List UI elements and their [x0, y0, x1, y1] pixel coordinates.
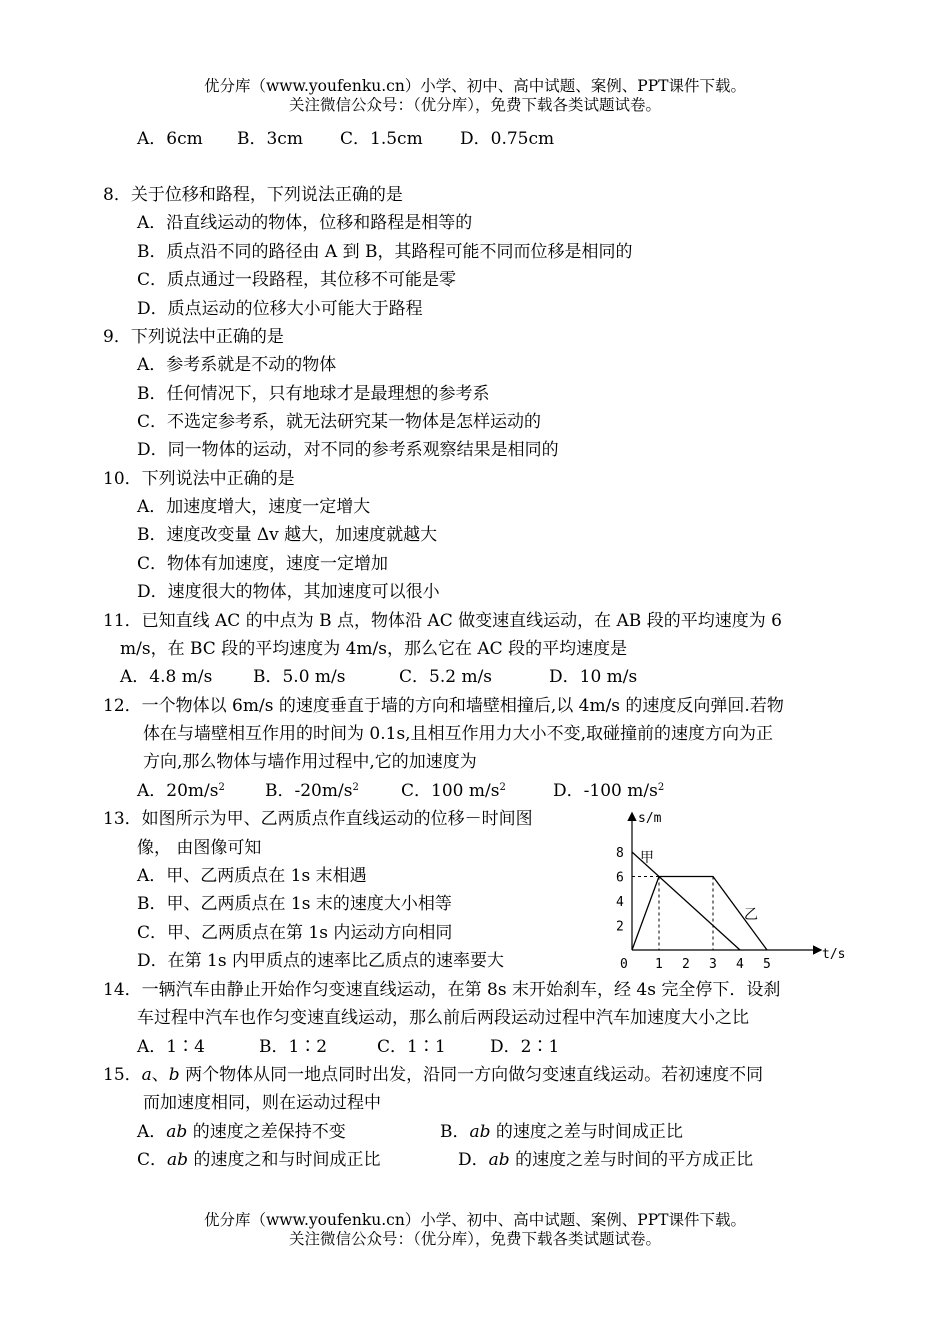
dashed-guides	[632, 877, 713, 951]
q7-option-c: C．1.5cm	[340, 129, 423, 149]
q14-option-b: B．1∶2	[259, 1037, 328, 1057]
x-tick-labels	[620, 957, 771, 972]
q15-option-c: C．ab 的速度之和与时间成正比	[137, 1150, 381, 1170]
q11-line-2: m/s，在 BC 段的平均速度为 4m/s，那么它在 AC 段的平均速度是	[120, 639, 628, 659]
q13-line-1: 13．如图所示为甲、乙两质点作直线运动的位移－时间图	[103, 809, 533, 829]
y-tick-label: 6	[616, 870, 624, 886]
x-tick-label: 0	[620, 957, 628, 972]
q14-options	[137, 1036, 559, 1058]
q9-option-a: A．参考系就是不动的物体	[137, 355, 337, 375]
q10-option-a: A．加速度增大，速度一定增大	[137, 497, 371, 517]
q13-option-a: A．甲、乙两质点在 1s 末相遇	[137, 866, 367, 886]
q15-line-2: 而加速度相同，则在运动过程中	[143, 1093, 381, 1113]
q12-line-2: 体在与墙壁相互作用的时间为 0.1s,且相互作用力大小不变,取碰撞前的速度方向为正	[143, 724, 773, 744]
x-tick-label: 5	[763, 957, 771, 972]
q13-option-c: C．甲、乙两质点在第 1s 内运动方向相同	[137, 923, 453, 943]
q14-option-a: A．1∶4	[137, 1037, 205, 1057]
q15-line-1: 15．a、b 两个物体从同一地点同时出发，沿同一方向做匀变速直线运动。若初速度不同	[103, 1065, 764, 1085]
footer-line-2: 关注微信公众号：（优分库），免费下载各类试题试卷。	[288, 1230, 661, 1248]
q9-option-c: C．不选定参考系，就无法研究某一物体是怎样运动的	[137, 412, 542, 432]
y-axis-label: s/m	[638, 811, 662, 826]
q15-option-a: A．ab 的速度之差保持不变	[137, 1122, 346, 1142]
q12-option-a: A．$20m/s^2$	[137, 781, 225, 801]
label-yi: 乙	[744, 907, 758, 923]
y-tick-label: 8	[616, 846, 624, 861]
header-line-2: 关注微信公众号：（优分库），免费下载各类试题试卷。	[288, 96, 661, 114]
x-axis-label: t/s	[822, 947, 846, 962]
q8-option-a: A．沿直线运动的物体，位移和路程是相等的	[137, 213, 473, 233]
x-tick-label: 4	[736, 957, 744, 972]
q8-option-d: D．质点运动的位移大小可能大于路程	[137, 299, 423, 319]
q9-option-b: B．任何情况下，只有地球才是最理想的参考系	[137, 384, 490, 404]
q13-line-2: 像， 由图像可知	[137, 838, 262, 858]
q13-option-b: B．甲、乙两质点在 1s 末的速度大小相等	[137, 894, 452, 914]
q7-option-a: A．6cm	[137, 129, 203, 149]
q8-option-c: C．质点通过一段路程，其位移不可能是零	[137, 270, 457, 290]
y-tick-label: 4	[616, 895, 624, 910]
q15-option-b: B．ab 的速度之差与时间成正比	[440, 1122, 683, 1142]
q12-line-3: 方向,那么物体与墙作用过程中,它的加速度为	[143, 752, 477, 772]
jia-line	[632, 852, 740, 950]
x-tick-label: 1	[655, 957, 663, 972]
q10-option-c: C．物体有加速度，速度一定增加	[137, 554, 389, 574]
q8-stem: 8．关于位移和路程，下列说法正确的是	[103, 185, 403, 205]
q12-option-b: B．$-20m/s^2$	[265, 781, 359, 801]
label-jia: 甲	[640, 850, 654, 866]
q14-line-2: 车过程中汽车也作匀变速直线运动，那么前后两段运动过程中汽车加速度大小之比	[137, 1008, 749, 1028]
q11-option-a: A．4.8 m/s	[120, 667, 213, 687]
q12-option-d: D．-100 $m/s^2$	[553, 781, 665, 801]
q10-option-b: B．速度改变量 Δv 越大，加速度就越大	[137, 525, 438, 545]
q7-options	[137, 128, 554, 150]
q12-options	[137, 780, 664, 802]
x-tick-label: 3	[709, 957, 717, 972]
q12-option-c: C．100 $m/s^2$	[401, 781, 506, 801]
q14-option-d: D．2∶1	[490, 1037, 560, 1057]
q7-option-b: B．3cm	[237, 129, 303, 149]
q11-line-1: 11．已知直线 AC 的中点为 B 点，物体沿 AC 做变速直线运动，在 AB 段的平均速度为 6	[103, 611, 782, 631]
q11-options	[120, 666, 637, 688]
q14-line-1: 14．一辆汽车由静止开始作匀变速直线运动，在第 8s 末开始刹车，经 4s 完全停下．设刹	[103, 980, 781, 1000]
q11-option-b: B．5.0 m/s	[253, 667, 346, 687]
y-tick-labels	[616, 846, 624, 935]
q12-line-1: 12．一个物体以 6m/s 的速度垂直于墙的方向和墙壁相撞后,以 4m/s 的速度反向弹回.若物	[103, 696, 784, 716]
footer-line-1: 优分库（www.youfenku.cn）小学、初中、高中试题、案例、PPT课件下载。	[203, 1211, 747, 1229]
x-tick-label: 2	[682, 957, 690, 972]
q11-option-d: D．10 m/s	[549, 667, 638, 687]
q10-stem: 10．下列说法中正确的是	[103, 469, 295, 489]
displacement-time-graph	[600, 800, 860, 980]
q11-option-c: C．5.2 m/s	[399, 667, 493, 687]
q9-stem: 9．下列说法中正确的是	[103, 327, 284, 347]
q9-option-d: D．同一物体的运动，对不同的参考系观察结果是相同的	[137, 440, 559, 460]
q7-option-d: D．0.75cm	[460, 129, 555, 149]
q8-option-b: B．质点沿不同的路径由 A 到 B，其路程可能不同而位移是相同的	[137, 242, 633, 262]
y-tick-label: 2	[616, 919, 624, 935]
q14-option-c: C．1∶1	[377, 1037, 446, 1057]
q13-option-d: D．在第 1s 内甲质点的速率比乙质点的速率要大	[137, 951, 504, 971]
q15-option-d: D．ab 的速度之差与时间的平方成正比	[458, 1150, 754, 1170]
q10-option-d: D．速度很大的物体，其加速度可以很小	[137, 582, 440, 602]
header-line-1: 优分库（www.youfenku.cn）小学、初中、高中试题、案例、PPT课件下载。	[203, 77, 747, 95]
